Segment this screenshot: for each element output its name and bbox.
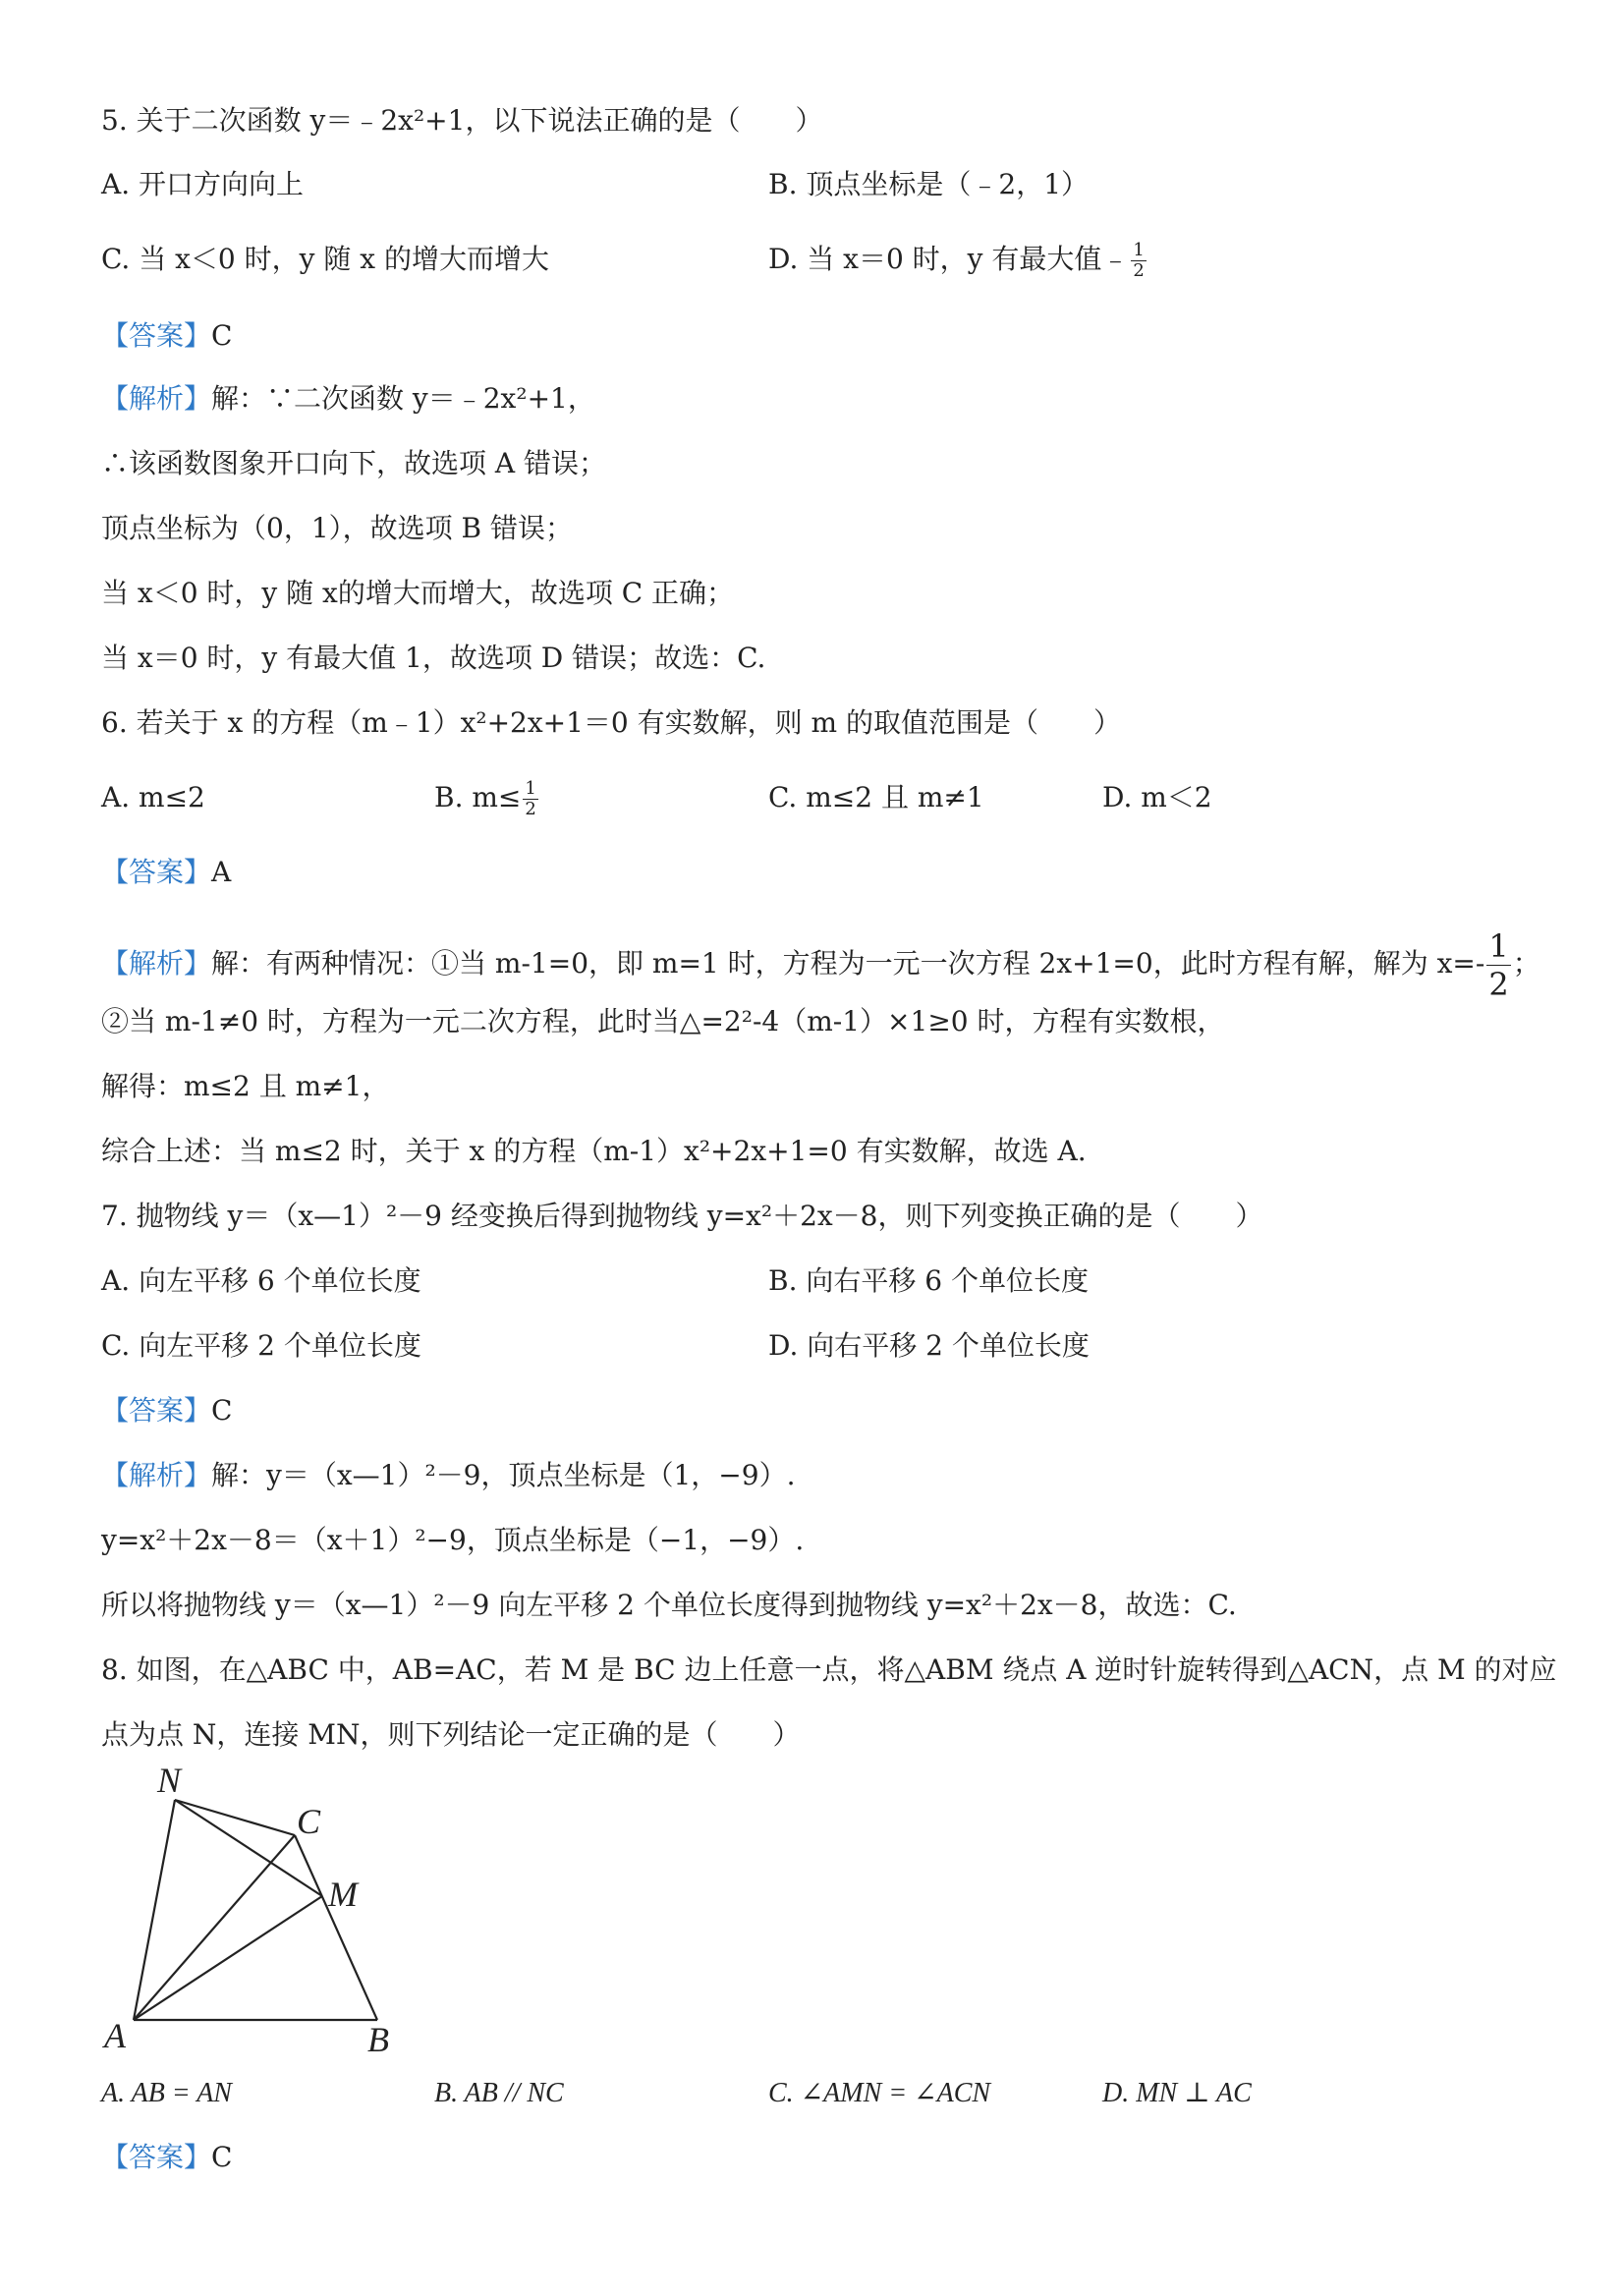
q5-option-d-fraction: $\frac{1}{2}$ [1133,240,1145,281]
q6-analysis-1: 【解析】解：有两种情况：①当 m-1=0，即 m=1 时，方程为一元一次方程 2x+1=0，此时方程有解，解为 x=- $\frac{1}{2}$ ； [101,927,1540,1003]
q6-analysis-2: ②当 m-1≠0 时，方程为一元二次方程，此时当△=2²-4（m-1）×1≥0 时，方程有实数根， [101,1005,1225,1037]
q6-stem: 6. 若关于 x 的方程（m﹣1）x²+2x+1＝0 有实数解，则 m 的取值范围是（ ） [101,706,1121,739]
q6-option-a: A. m≤2 [101,781,205,813]
q6-answer: 【答案】A [101,856,232,888]
q8-answer: 【答案】C [101,2141,233,2173]
q7-analysis-2: y=x²＋2x－8＝（x＋1）²−9，顶点坐标是（−1，−9）. [101,1524,805,1556]
q5-analysis-2: ∴该函数图象开口向下，故选项 A 错误； [101,447,607,479]
q8-option-b: B. AB // NC [434,2078,564,2108]
q5-stem: 5. 关于二次函数 y＝﹣2x²+1，以下说法正确的是（ ） [101,104,823,137]
q6-analysis-fraction: $\frac{1}{2}$ [1488,927,1509,1003]
label-M: M [328,1875,358,1914]
label-C: C [297,1802,321,1841]
q5-answer: 【答案】C [101,319,233,352]
q5-option-b: B. 顶点坐标是（﹣2，1） [768,168,1090,200]
q6-option-d: D. m＜2 [1102,781,1212,813]
q6-option-c: C. m≤2 且 m≠1 [768,781,984,813]
q8-option-d: D. MN ⊥ AC [1102,2078,1252,2108]
q7-option-c: C. 向左平移 2 个单位长度 [101,1329,421,1362]
q5-analysis-1: 【解析】解：∵二次函数 y＝﹣2x²+1， [101,382,595,415]
segment-AM [134,1896,322,2020]
segment-NC [175,1800,295,1835]
q8-option-c: C. ∠AMN = ∠ACN [768,2078,991,2108]
q7-answer: 【答案】C [101,1394,233,1427]
q7-option-d: D. 向右平移 2 个单位长度 [768,1329,1090,1362]
label-B: B [367,2020,389,2059]
label-A: A [104,2016,126,2055]
q5-analysis-3: 顶点坐标为（0，1），故选项 B 错误； [101,512,574,544]
q8-stem-line-2: 点为点 N，连接 MN，则下列结论一定正确的是（ ） [101,1718,801,1751]
q7-analysis-3: 所以将抛物线 y＝（x—1）²－9 向左平移 2 个单位长度得到抛物线 y=x²＋2x－8，故选：C. [101,1589,1237,1621]
q5-option-c: C. 当 x＜0 时，y 随 x 的增大而增大 [101,243,549,275]
q5-option-a: A. 开口方向向上 [101,168,305,200]
q5-option-d: D. 当 x＝0 时，y 有最大值﹣ $\frac{1}{2}$ [768,240,1145,281]
segment-AC [134,1835,295,2020]
segment-CB [295,1835,377,2020]
q7-analysis-1: 【解析】解：y＝（x—1）²－9，顶点坐标是（1，−9）. [101,1459,796,1491]
q7-option-b: B. 向右平移 6 个单位长度 [768,1264,1089,1297]
q6-option-b: B. m≤ $\frac{1}{2}$ [434,778,536,819]
q7-stem: 7. 抛物线 y＝（x—1）²－9 经变换后得到抛物线 y=x²＋2x－8，则下列变换正确的是（ ） [101,1200,1263,1232]
q5-analysis-5: 当 x＝0 时，y 有最大值 1，故选项 D 错误；故选：C. [101,642,766,674]
q5-analysis-4: 当 x＜0 时，y 随 x的增大而增大，故选项 C 正确； [101,577,735,609]
label-N: N [157,1761,182,1800]
q7-option-a: A. 向左平移 6 个单位长度 [101,1264,421,1297]
q8-stem-line-1: 8. 如图，在△ABC 中，AB=AC，若 M 是 BC 边上任意一点，将△ABM 绕点 A 逆时针旋转得到△ACN，点 M 的对应 [101,1653,1557,1686]
q6-option-b-fraction: $\frac{1}{2}$ [525,778,536,819]
q6-analysis-3: 解得：m≤2 且 m≠1， [101,1070,390,1102]
q8-option-a: A. AB = AN [101,2078,232,2108]
q6-analysis-4: 综合上述：当 m≤2 时，关于 x 的方程（m-1）x²+2x+1=0 有实数解，故选 A. [101,1135,1087,1167]
q8-figure [98,1759,413,2063]
segment-AN [134,1800,175,2020]
